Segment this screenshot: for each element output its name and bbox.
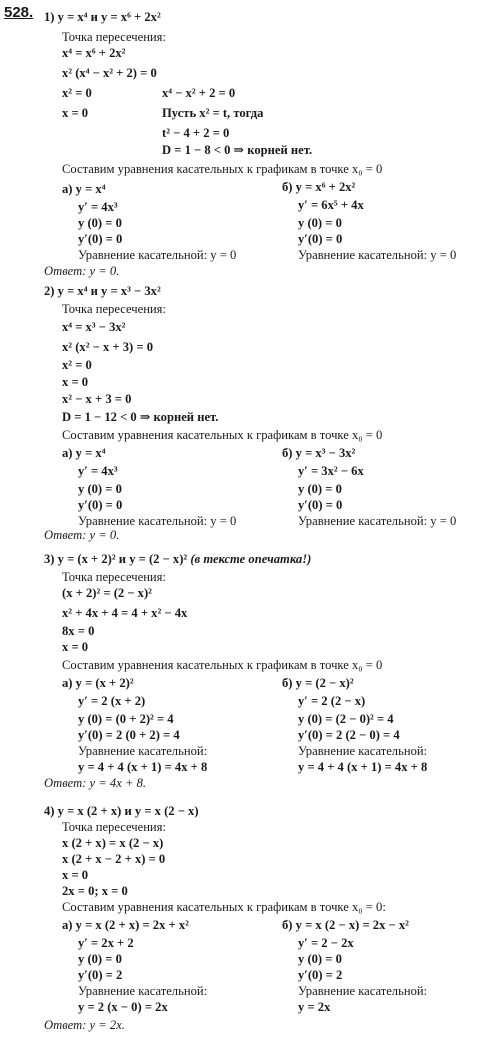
- case-b-function: б) y = x⁶ + 2x²: [282, 180, 356, 194]
- tangent-equation: Уравнение касательной: y = 0: [78, 514, 237, 528]
- case-a-function: а) y = x (2 + x) = 2x + x²: [62, 918, 189, 932]
- formula-line: x² = 0: [62, 86, 92, 100]
- case-a-function: а) y = x⁴: [62, 446, 106, 460]
- answer: Ответ: y = 0.: [44, 528, 120, 542]
- text-line: Составим уравнения касательных к графикам в точке x₀ = 0: [62, 428, 383, 442]
- tangent-label: Уравнение касательной:: [78, 744, 208, 758]
- problem-number: 528.: [4, 4, 34, 21]
- tangent-equation: Уравнение касательной: y = 0: [298, 248, 457, 262]
- formula-line: x² (x⁴ − x² + 2) = 0: [62, 66, 157, 80]
- tangent-label: Уравнение касательной:: [298, 744, 428, 758]
- formula-line: x (2 + x) = x (2 − x): [62, 836, 164, 850]
- formula-line: y (0) = (2 − 0)² = 4: [298, 712, 394, 726]
- formula-line: x² − x + 3 = 0: [62, 392, 132, 406]
- formula-line: x⁴ − x² + 2 = 0: [162, 86, 236, 100]
- formula-line: x = 0: [62, 106, 89, 120]
- case-b-function: б) y = x³ − 3x²: [282, 446, 356, 460]
- formula-line: y′ = 2x + 2: [78, 936, 134, 950]
- formula-line: y′ = 3x² − 6x: [298, 464, 364, 478]
- formula-line: y′(0) = 2 (2 − 0) = 4: [298, 728, 400, 742]
- formula-line: x⁴ = x⁶ + 2x²: [62, 46, 126, 60]
- formula-line: y′ = 2 (2 − x): [298, 694, 366, 708]
- text-line: Составим уравнения касательных к графикам в точке x₀ = 0: [62, 658, 383, 672]
- formula-line: 8x = 0: [62, 624, 95, 638]
- tangent-label: Уравнение касательной:: [78, 984, 208, 998]
- formula-line: (x + 2)² = (2 − x)²: [62, 586, 152, 600]
- formula-line: y′ = 2 − 2x: [298, 936, 354, 950]
- tangent-equation: y = 4 + 4 (x + 1) = 4x + 8: [78, 760, 208, 774]
- formula-line: y (0) = 0: [78, 952, 122, 966]
- text-line: Составим уравнения касательных к графикам в точке x₀ = 0:: [62, 900, 386, 914]
- part4-heading: 4) y = x (2 + x) и y = x (2 − x): [44, 804, 199, 818]
- formula-line: y (0) = 0: [298, 482, 342, 496]
- formula-line: y′(0) = 0: [78, 232, 123, 246]
- formula-line: x = 0: [62, 375, 89, 389]
- text-line: Точка пересечения:: [62, 570, 166, 584]
- tangent-equation: Уравнение касательной: y = 0: [298, 514, 457, 528]
- formula-line: D = 1 − 12 < 0 ⇒ корней нет.: [62, 410, 219, 424]
- formula-line: y (0) = 0: [298, 216, 342, 230]
- formula-line: y′(0) = 0: [78, 498, 123, 512]
- tangent-equation: y = 2x: [298, 1000, 331, 1014]
- answer: Ответ: y = 0.: [44, 264, 120, 278]
- case-a-function: а) y = x⁴: [62, 182, 106, 196]
- formula-line: t² − 4 + 2 = 0: [162, 126, 230, 140]
- formula-line: D = 1 − 8 < 0 ⇒ корней нет.: [162, 143, 313, 157]
- tangent-equation: y = 2 (x − 0) = 2x: [78, 1000, 168, 1014]
- answer: Ответ: y = 2x.: [44, 1018, 125, 1032]
- formula-line: y′(0) = 2: [78, 968, 123, 982]
- case-b-function: б) y = (2 − x)²: [282, 676, 354, 690]
- tangent-equation: Уравнение касательной: y = 0: [78, 248, 237, 262]
- formula-line: y′(0) = 2 (0 + 2) = 4: [78, 728, 180, 742]
- formula-line: x⁴ = x³ − 3x²: [62, 320, 126, 334]
- text-line: Точка пересечения:: [62, 820, 166, 834]
- formula-line: y′(0) = 0: [298, 498, 343, 512]
- case-a-function: а) y = (x + 2)²: [62, 676, 134, 690]
- formula-line: x² (x² − x + 3) = 0: [62, 340, 153, 354]
- formula-line: x² + 4x + 4 = 4 + x² − 4x: [62, 606, 188, 620]
- formula-line: y′ = 4x³: [78, 464, 118, 478]
- text-line: Точка пересечения:: [62, 302, 166, 316]
- formula-line: y (0) = 0: [78, 216, 122, 230]
- formula-line: y′(0) = 2: [298, 968, 343, 982]
- answer: Ответ: y = 4x + 8.: [44, 776, 147, 790]
- part2-heading: 2) y = x⁴ и y = x³ − 3x²: [44, 284, 161, 298]
- tangent-equation: y = 4 + 4 (x + 1) = 4x + 8: [298, 760, 428, 774]
- formula-line: y′(0) = 0: [298, 232, 343, 246]
- formula-line: 2x = 0; x = 0: [62, 884, 128, 898]
- formula-line: y′ = 4x³: [78, 200, 118, 214]
- tangent-label: Уравнение касательной:: [298, 984, 428, 998]
- formula-line: x² = 0: [62, 358, 92, 372]
- text-line: Точка пересечения:: [62, 30, 166, 44]
- typo-note: (в тексте опечатка!): [190, 552, 312, 566]
- formula-line: y (0) = (0 + 2)² = 4: [78, 712, 174, 726]
- formula-line: y (0) = 0: [298, 952, 342, 966]
- text-line: Составим уравнения касательных к графикам в точке x₀ = 0: [62, 162, 383, 176]
- formula-line: x (2 + x − 2 + x) = 0: [62, 852, 166, 866]
- formula-line: y′ = 6x⁵ + 4x: [298, 198, 364, 212]
- formula-line: y (0) = 0: [78, 482, 122, 496]
- case-b-function: б) y = x (2 − x) = 2x − x²: [282, 918, 409, 932]
- part3-equation: 3) y = (x + 2)² и y = (2 − x)²: [44, 552, 188, 566]
- formula-line: x = 0: [62, 868, 89, 882]
- formula-line: y′ = 2 (x + 2): [78, 694, 146, 708]
- part1-heading: 1) y = x⁴ и y = x⁶ + 2x²: [44, 10, 161, 24]
- formula-line: Пусть x² = t, тогда: [162, 106, 264, 120]
- part3-heading: [44, 552, 311, 566]
- formula-line: x = 0: [62, 640, 89, 654]
